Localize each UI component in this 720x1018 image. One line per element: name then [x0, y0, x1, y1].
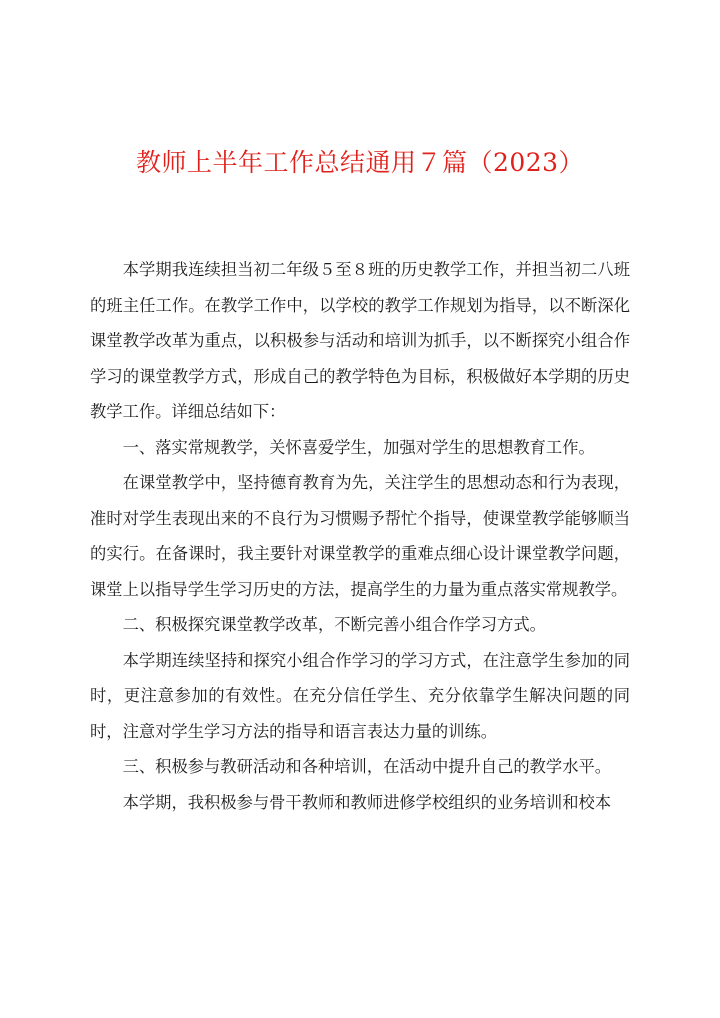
paragraph-intro: 本学期我连续担当初二年级５至８班的历史教学工作，并担当初二八班的班主任工作。在教学工作中，以学校的教学工作规划为指导，以不断深化课堂教学改革为重点，以积极参与活动和培训为抓手，以不断探究小组合作学习的课堂教学方式，形成自己的教学特色为目标，积极做好本学期的历史教学工作。详细总结如下： — [90, 260, 630, 421]
paragraph-section-2: 本学期连续坚持和探究小组合作学习的学习方式，在注意学生参加的同时，更注意参加的有效性。在充分信任学生、充分依靠学生解决问题的同时，注意对学生学习方法的指导和语言表达力量的训练。 — [90, 650, 630, 741]
paragraph-section-1: 在课堂教学中，坚持德育教育为先，关注学生的思想动态和行为表现，准时对学生表现出来的不良行为习惯赐予帮忙个指导，使课堂教学能够顺当的实行。在备课时，我主要针对课堂教学的重难点细心设计课堂教学问题，课堂上以指导学生学习历史的方法，提高学生的力量为重点落实常规教学。 — [90, 473, 630, 599]
document-body — [90, 252, 630, 820]
paragraph-section-3: 本学期，我积极参与骨干教师和教师进修学校组织的业务培训和校本 — [122, 792, 612, 812]
section-heading-1: 一、落实常规教学，关怀喜爱学生，加强对学生的思想教育工作。 — [122, 437, 595, 457]
section-heading-2: 二、积极探究课堂教学改革，不断完善小组合作学习方式。 — [122, 615, 546, 634]
section-heading-3: 三、积极参与教研活动和各种培训，在活动中提升自己的教学水平。 — [122, 757, 612, 776]
document-title: 教师上半年工作总结通用７篇（2023） — [135, 148, 585, 177]
